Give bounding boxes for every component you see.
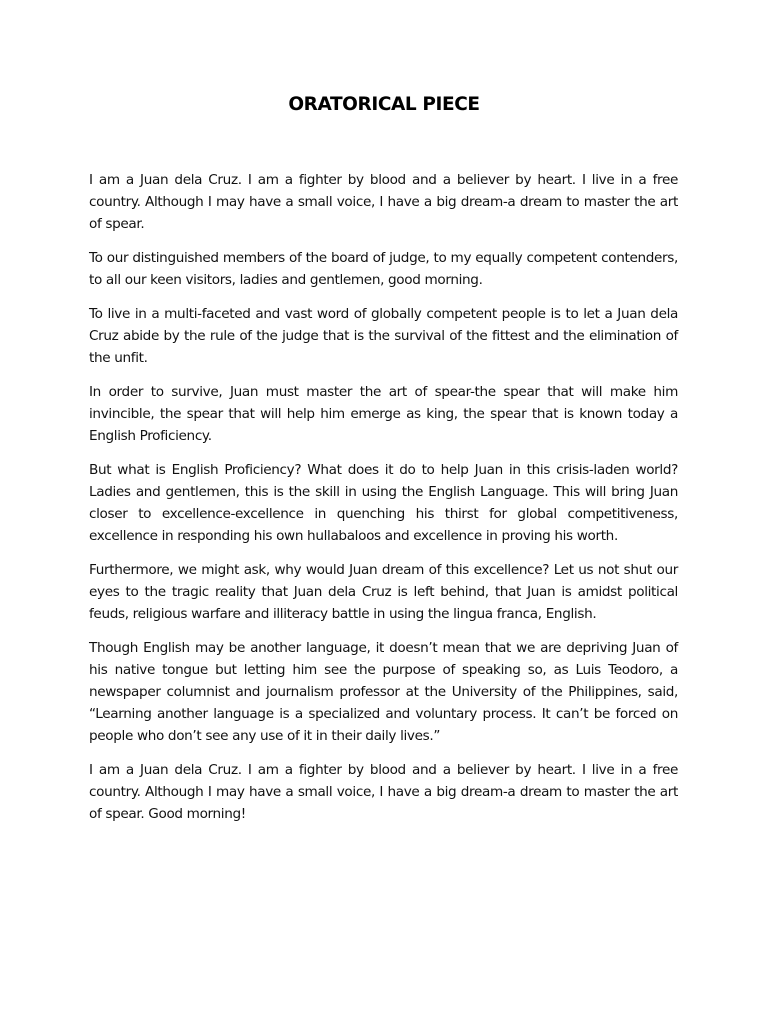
paragraph-spear: In order to survive, Juan must master the art of spear-the spear that will make him invincible, the spear that will help him emerge as king, the spear that is known today a English Proficiency. (89, 384, 678, 444)
document-body (89, 169, 678, 837)
paragraph-closing: I am a Juan dela Cruz. I am a fighter by blood and a believer by heart. I live in a free country. Although I may have a small voice, I have a big dream-a dream to master the art of spear. Good morning! (89, 762, 678, 822)
paragraph-intro: I am a Juan dela Cruz. I am a fighter by blood and a believer by heart. I live in a free country. Although I may have a small voice, I have a big dream-a dream to master the art of spear. (89, 172, 678, 232)
paragraph-quote: Though English may be another language, it doesn’t mean that we are depriving Juan of his native tongue but letting him see the purpose of speaking so, as Luis Teodoro, a newspaper columnist and journalism professor at the University of the Philippines, said, “Learning another language is a specialized and voluntary process. It can’t be forced on people who don’t see any use of it in their daily lives.” (89, 640, 678, 744)
paragraph-greeting: To our distinguished members of the board of judge, to my equally competent contenders, to all our keen visitors, ladies and gentlemen, good morning. (89, 250, 678, 288)
paragraph-excellence: Furthermore, we might ask, why would Juan dream of this excellence? Let us not shut our eyes to the tragic reality that Juan dela Cruz is left behind, that Juan is amidst political feuds, religious warfare and illiteracy battle in using the lingua franca, English. (89, 562, 678, 622)
document-title: ORATORICAL PIECE (288, 94, 480, 115)
paragraph-proficiency: But what is English Proficiency? What does it do to help Juan in this crisis-laden world? Ladies and gentlemen, this is the skill in using the English Language. This will bring Juan closer to excellence-excellence in quenching his thirst for global competitiveness, excellence in responding his own hullabaloos and excellence in proving his worth. (89, 462, 678, 544)
paragraph-survival: To live in a multi-faceted and vast word of globally competent people is to let a Juan dela Cruz abide by the rule of the judge that is the survival of the fittest and the elimination of the unfit. (89, 306, 678, 366)
